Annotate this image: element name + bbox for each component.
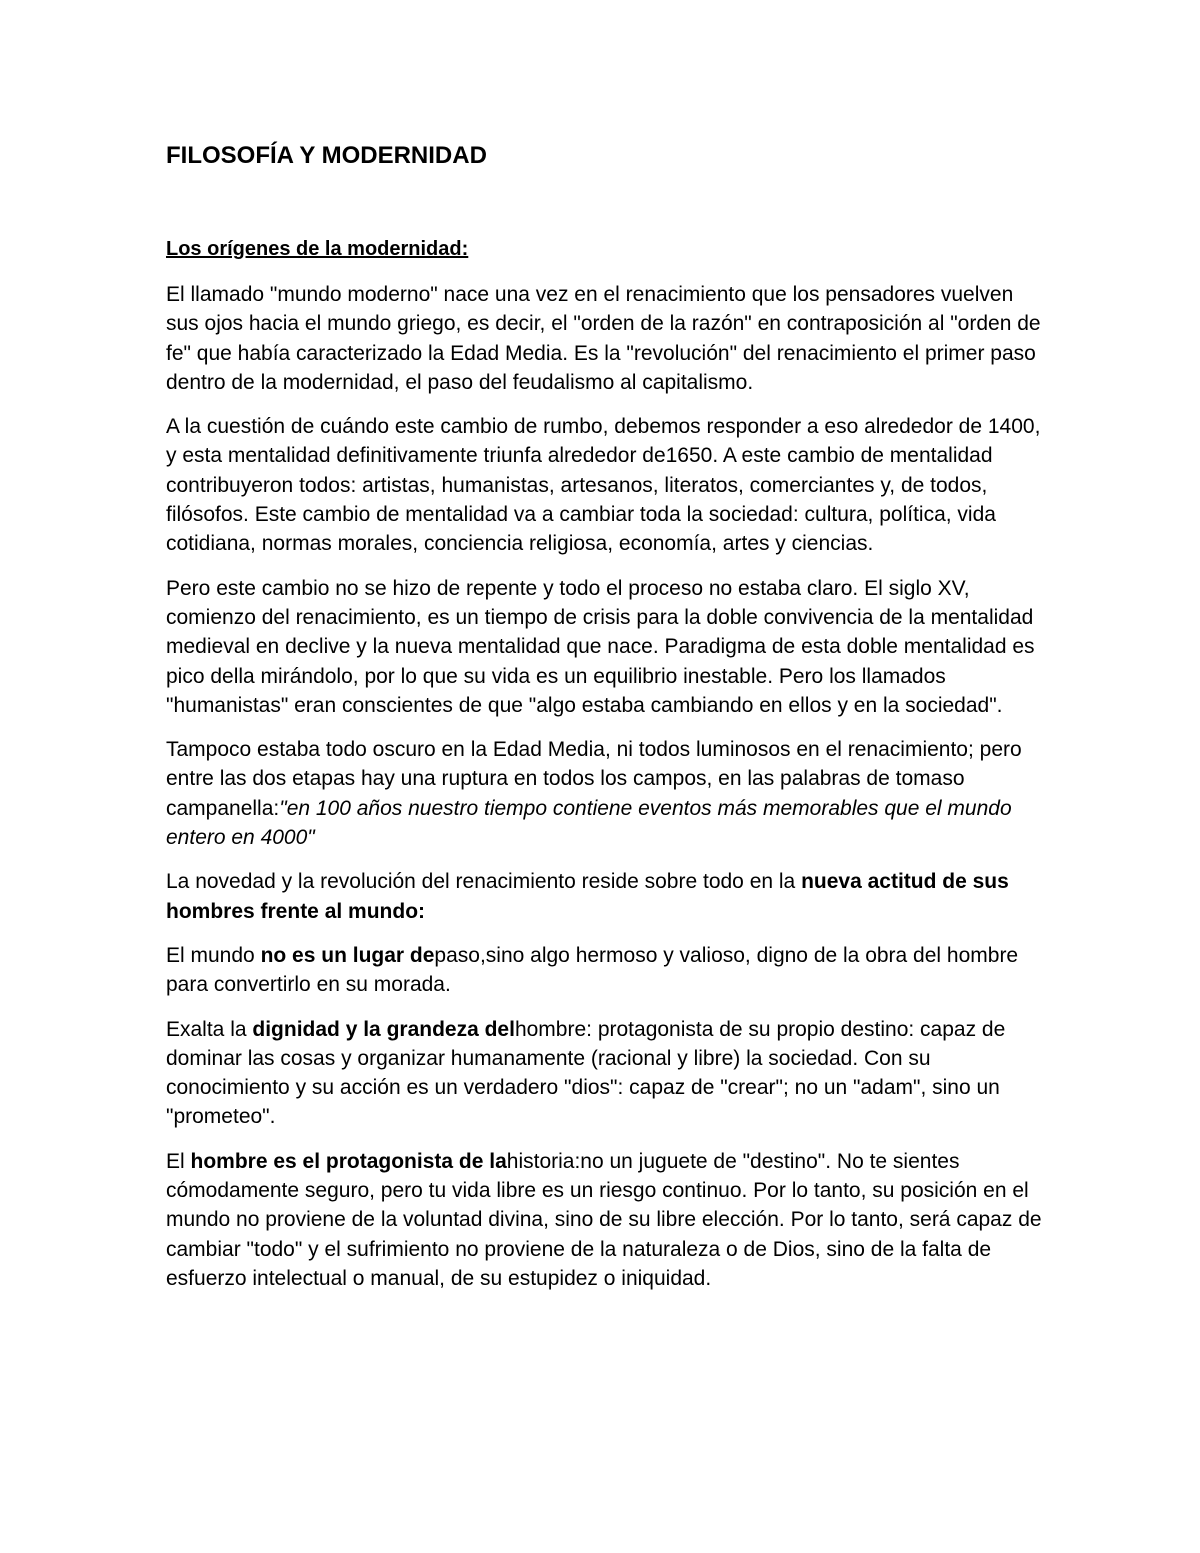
text-run: El llamado "mundo moderno" nace una vez en el renacimiento que los pensadores vuelven sus ojos hacia el mundo griego, es decir, el "orden de la razón" en contraposición al "orden de fe" que había caracterizado la Edad Media. Es la "revolución" del renacimiento el primer paso dentro de la modernidad, el paso del feudalismo al capitalismo. xyxy=(166,283,1041,394)
text-run: paso,sino algo hermoso y valioso, digno de la obra del hombre para convertirlo en su morada. xyxy=(166,943,1019,997)
bold-run: nueva actitud de sus hombres frente al mundo: xyxy=(166,870,1009,923)
bold-run: hombre es el protagonista de la xyxy=(190,1149,507,1173)
paragraph xyxy=(166,280,1046,397)
paragraph xyxy=(166,412,1046,558)
document-body xyxy=(166,140,1046,1293)
text-run: hombre: protagonista de su propio destino: capaz de dominar las cosas y organizar humanamente (racional y libre) la sociedad. Con su conocimiento y su acción es un verdadero "dios": capaz de "crear"; no un "adam", sino un "prometeo". xyxy=(166,1017,1006,1129)
text-run: A la cuestión de cuándo este cambio de rumbo, debemos responder a eso alrededor de 1400, y esta mentalidad definitivamente triunfa alrededor de1650. A este cambio de mentalidad contribuyeron todos: artistas, humanistas, artesanos, literatos, comerciantes y, de todos, filósofos. Este cambio de mentalidad va a cambiar toda la sociedad: cultura, política, vida cotidiana, normas morales, conciencia religiosa, economía, artes y ciencias. xyxy=(166,415,1041,556)
italic-quote: "en 100 años nuestro tiempo contiene eventos más memorables que el mundo entero en 4000" xyxy=(166,796,1012,850)
paragraph xyxy=(166,735,1046,852)
text-run: Tampoco estaba todo oscuro en la Edad Media, ni todos luminosos en el renacimiento; pero entre las dos etapas hay una ruptura en todos los campos, en las palabras de tomaso campanella: xyxy=(166,738,1022,820)
paragraph xyxy=(166,1147,1046,1293)
text-run: Pero este cambio no se hizo de repente y todo el proceso no estaba claro. El siglo XV, comienzo del renacimiento, es un tiempo de crisis para la doble convivencia de la mentalidad medieval en declive y la nueva mentalidad que nace. Paradigma de esta doble mentalidad es pico della mirándolo, por lo que su vida es un equilibrio inestable. Pero los llamados "humanistas" eran conscientes de que "algo estaba cambiando en ellos y en la sociedad". xyxy=(166,576,1035,717)
text-run: Exalta la xyxy=(166,1017,253,1041)
paragraph xyxy=(166,941,1046,1000)
paragraph xyxy=(166,1015,1046,1132)
paragraph xyxy=(166,867,1046,926)
text-run: El mundo xyxy=(166,943,261,967)
text-run: La novedad y la revolución del renacimiento reside sobre todo en la xyxy=(166,870,802,894)
bold-run: dignidad y la grandeza del xyxy=(252,1017,515,1041)
bold-run: no es un lugar de xyxy=(260,943,435,967)
text-run: El xyxy=(166,1149,191,1173)
text-run: historia:no un juguete de "destino". No te sientes cómodamente seguro, pero tu vida libre es un riesgo continuo. Por lo tanto, su posición en el mundo no proviene de la voluntad divina, sino de su libre elección. Por lo tanto, será capaz de cambiar "todo" y el sufrimiento no proviene de la naturaleza o de Dios, sino de la falta de esfuerzo intelectual o manual, de su estupidez o iniquidad. xyxy=(166,1149,1042,1290)
document-title: FILOSOFÍA Y MODERNIDAD xyxy=(166,142,487,169)
section-heading: Los orígenes de la modernidad: xyxy=(166,238,469,260)
paragraph xyxy=(166,574,1046,720)
